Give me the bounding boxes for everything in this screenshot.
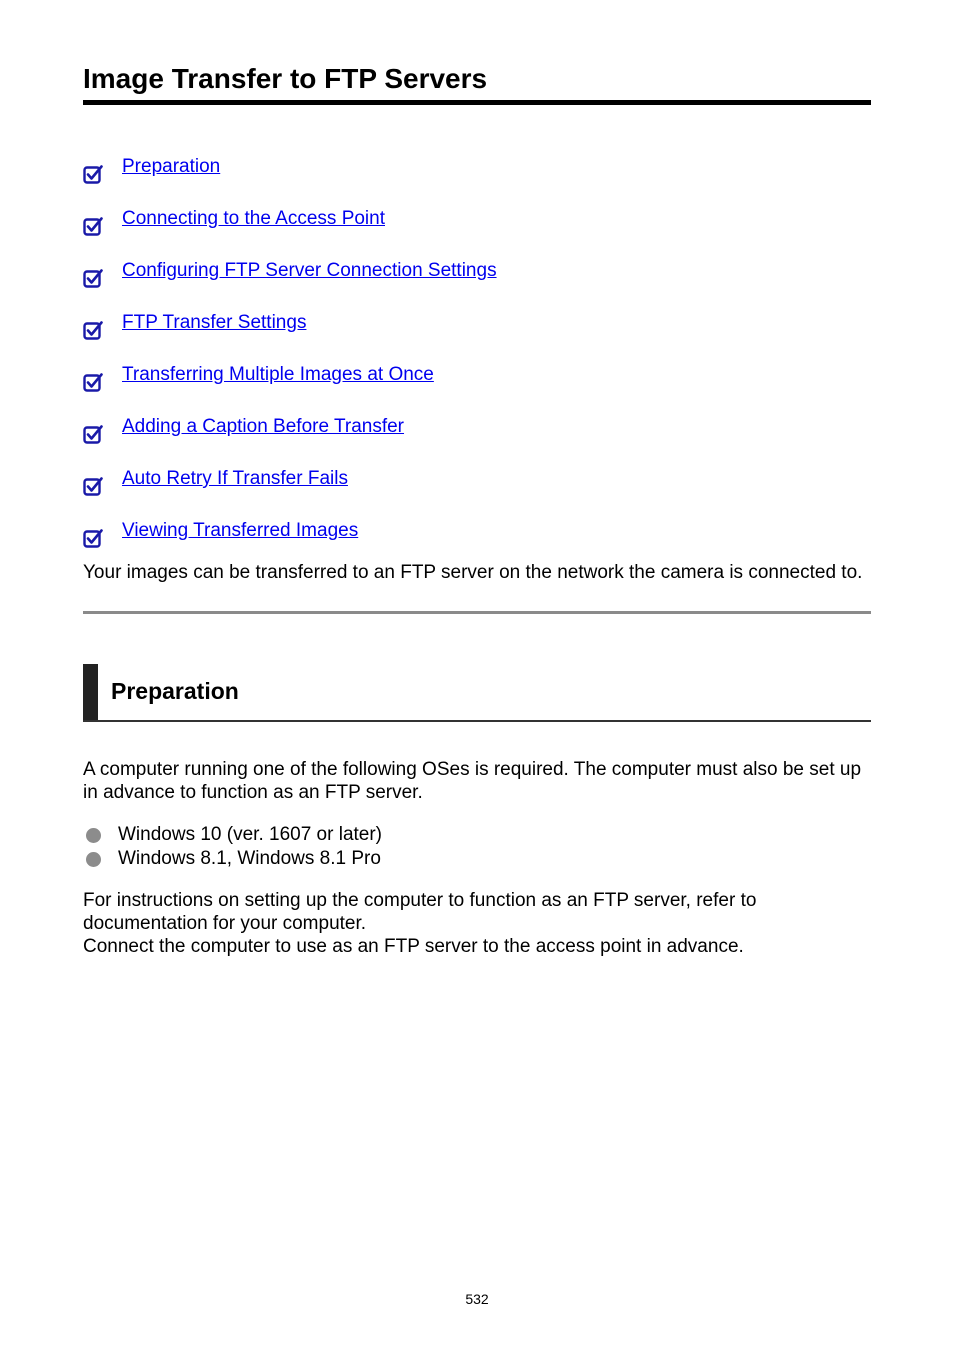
check-box-icon — [83, 372, 103, 392]
toc-item-configuring — [83, 250, 497, 302]
check-box-icon — [83, 216, 103, 236]
toc-item-auto-retry — [83, 458, 497, 510]
check-box-icon — [83, 164, 103, 184]
toc-item-transfer-settings — [83, 302, 497, 354]
intro-text: Your images can be transferred to an FTP server on the network the camera is connected to. — [83, 562, 863, 583]
section-heading-preparation — [83, 664, 871, 722]
table-of-contents — [83, 146, 497, 562]
list-item — [83, 823, 382, 847]
toc-link-adding-caption[interactable]: Adding a Caption Before Transfer — [122, 416, 405, 437]
toc-item-viewing — [83, 510, 497, 562]
toc-link-viewing-transferred[interactable]: Viewing Transferred Images — [122, 520, 359, 541]
bullet-icon — [86, 828, 101, 843]
toc-link-auto-retry[interactable]: Auto Retry If Transfer Fails — [122, 468, 348, 489]
toc-link-ftp-transfer-settings[interactable]: FTP Transfer Settings — [122, 312, 307, 333]
toc-item-multiple-images — [83, 354, 497, 406]
page-number: 532 — [465, 1291, 489, 1307]
toc-link-multiple-images[interactable]: Transferring Multiple Images at Once — [122, 364, 434, 385]
check-box-icon — [83, 320, 103, 340]
toc-item-preparation — [83, 146, 497, 198]
section-divider — [83, 611, 871, 614]
section-heading-bar — [83, 664, 98, 720]
section-title: Preparation — [111, 678, 239, 704]
toc-item-caption — [83, 406, 497, 458]
os-label: Windows 10 (ver. 1607 or later) — [118, 824, 383, 845]
connect-instructions-text: Connect the computer to use as an FTP server to the access point in advance. — [83, 936, 744, 957]
check-box-icon — [83, 528, 103, 548]
check-box-icon — [83, 268, 103, 288]
list-item — [83, 847, 382, 871]
toc-item-connecting — [83, 198, 497, 250]
check-box-icon — [83, 424, 103, 444]
os-label: Windows 8.1, Windows 8.1 Pro — [118, 848, 381, 869]
toc-link-preparation[interactable]: Preparation — [122, 156, 221, 177]
setup-instructions-text: For instructions on setting up the computer to function as an FTP server, refer to documentation for your computer. — [83, 890, 757, 934]
page-title: Image Transfer to FTP Servers — [83, 60, 871, 105]
requirements-text: A computer running one of the following OSes is required. The computer must also be set up in advance to function as an FTP server. — [83, 759, 862, 803]
check-box-icon — [83, 476, 103, 496]
os-list — [83, 823, 382, 871]
bullet-icon — [86, 852, 101, 867]
toc-link-connecting-access-point[interactable]: Connecting to the Access Point — [122, 208, 385, 229]
toc-link-configuring-ftp[interactable]: Configuring FTP Server Connection Settings — [122, 260, 497, 281]
